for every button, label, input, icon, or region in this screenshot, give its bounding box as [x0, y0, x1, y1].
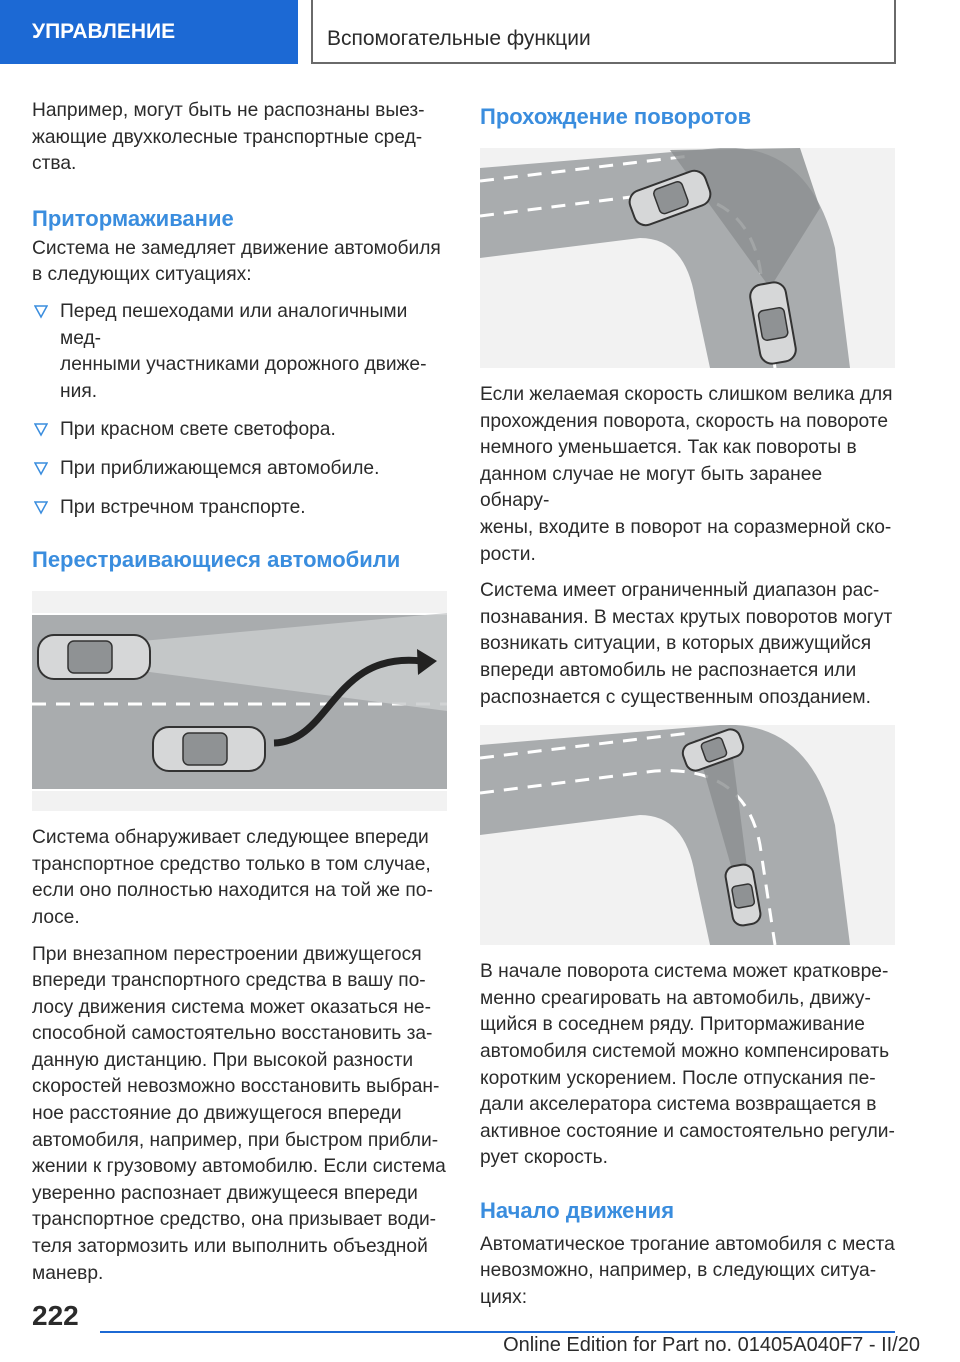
heading-curves: Прохождение поворотов — [480, 104, 752, 129]
curves-paragraph-2: Система имеет ограниченный диапазон рас- познавания. В местах крутых поворотов могут возникать ситуации, в которых движущийся впереди автомобиль не распознается или распознается с существенным опозданием. — [480, 580, 893, 708]
right-column — [480, 98, 895, 1322]
braking-list — [32, 299, 447, 521]
curves-paragraph-1: Если желаемая скорость слишком велика для прохождения поворота, скорость на повороте немного уменьшается. Так как повороты в данном случае не могут быть заранее обнару- жены, входите в поворот на соразмерной ско- рости. — [480, 384, 893, 565]
curve-illustration-1 — [480, 148, 895, 368]
topic-header: Вспомогательные функции — [311, 0, 896, 64]
bullet-triangle-icon — [34, 423, 48, 437]
heading-braking: Притормаживание — [32, 205, 234, 231]
curves-paragraph-3: В начале поворота система может кратковре- менно среагировать на автомобиль, движу- щийся в соседнем ряду. Притормаживание автомобиля системой можно компенсировать коротким ускорением. После отпускания пе- дали акселератора система возвращается в активное состояние и самостоятельно регули- рует скорость. — [480, 961, 895, 1169]
list-item: Перед пешеходами или аналогичными мед- ленными участниками дорожного движе- ния. — [32, 299, 447, 405]
list-item: При красном свете светофора. — [32, 417, 447, 444]
intro-paragraph: Например, могут быть не распознаны выез- жающие двухколесные транспортные сред- ства. — [32, 100, 425, 175]
car-icon — [153, 727, 265, 771]
curve-illustration-2 — [480, 725, 895, 945]
heading-lane-change: Перестраивающиеся автомобили — [32, 547, 401, 573]
chapter-tab: УПРАВЛЕНИЕ — [0, 0, 298, 64]
start-paragraph: Автоматическое трогание автомобиля с места невозможно, например, в следующих ситуа- циях: — [480, 1233, 895, 1309]
left-column — [32, 98, 447, 1297]
edition-note: Online Edition for Part no. 01405A040F7 - II/20 — [503, 1334, 920, 1356]
lane-change-paragraph-1: Система обнаруживает следующее впереди транспортное средство только в том случае, если оно полностью находится на той же по- лосе. — [32, 827, 433, 928]
car-icon — [38, 635, 150, 679]
heading-start: Начало движения — [480, 1197, 675, 1223]
bullet-triangle-icon — [34, 462, 48, 476]
bullet-triangle-icon — [34, 305, 48, 319]
footer-divider — [100, 1331, 895, 1333]
page-number: 222 — [32, 1300, 79, 1331]
lane-change-paragraph-2: При внезапном перестроении движущегося впереди транспортного средства в вашу по- лосу движения система может оказаться не- способной самостоятельно восстановить за- данную дистанцию. При высокой разности скоростей невозможно восстановить выбран- ное расстояние до движущегося впереди автомобиля, например, при быстром прибли- жении к грузовому автомобилю. Если система уверенно распознает движущееся впереди транспортное средство, она призывает води- теля затормозить или выполнить объездной маневр. — [32, 943, 446, 1284]
lane-change-illustration — [32, 591, 447, 811]
list-item: При приближающемся автомобиле. — [32, 456, 447, 483]
braking-intro: Система не замедляет движение автомобиля в следующих ситуациях: — [32, 237, 441, 286]
bullet-triangle-icon — [34, 501, 48, 515]
list-item: При встречном транспорте. — [32, 495, 447, 522]
